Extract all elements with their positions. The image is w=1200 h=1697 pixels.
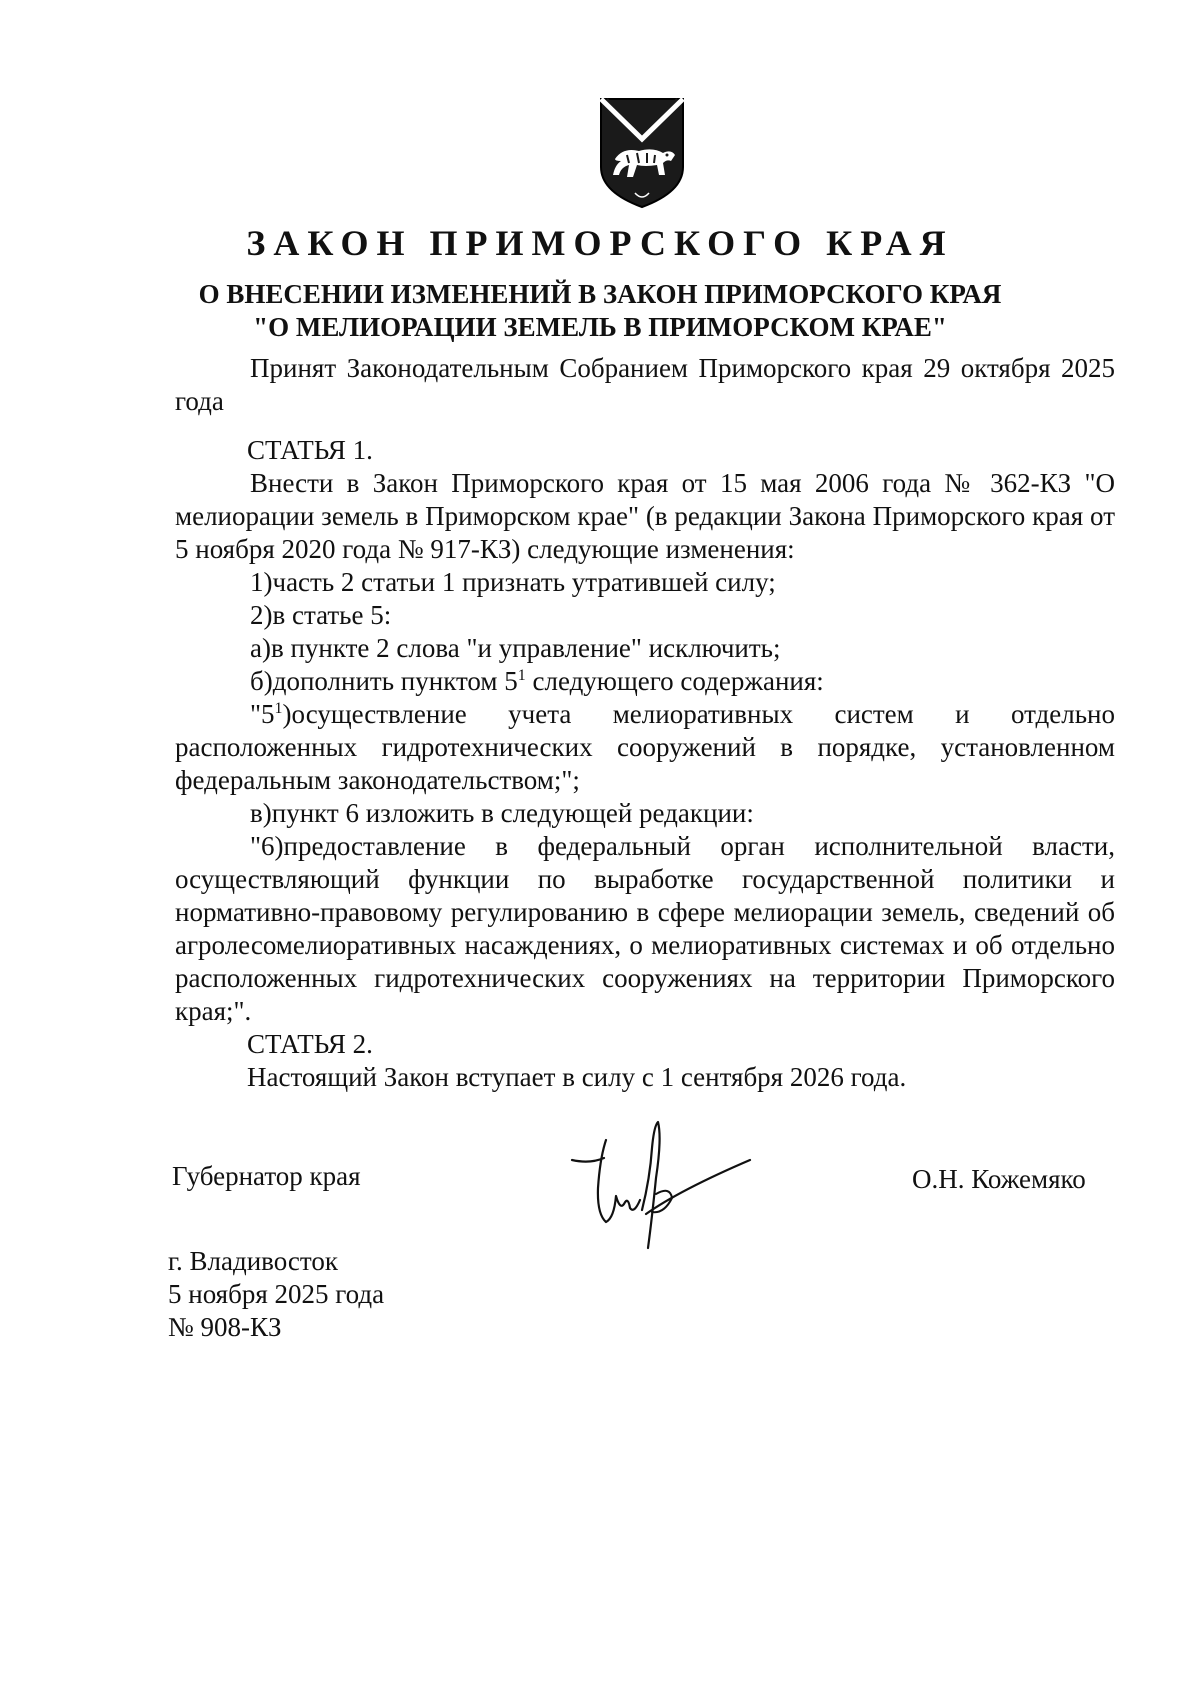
article-1-item-2b xyxy=(250,665,824,698)
article-1-item-2: 2)в статье 5: xyxy=(250,600,392,630)
signatory-name: О.Н. Кожемяко xyxy=(912,1164,1086,1194)
subtitle-line-1: О ВНЕСЕНИИ ИЗМЕНЕНИЙ В ЗАКОН ПРИМОРСКОГО КРАЯ xyxy=(198,279,1002,309)
law-number: № 908-КЗ xyxy=(168,1312,282,1342)
item-2b-superscript: 1 xyxy=(517,667,526,684)
article-1-quote-5-1 xyxy=(175,698,1115,797)
subtitle-line-2: "О МЕЛИОРАЦИИ ЗЕМЕЛЬ В ПРИМОРСКОМ КРАЕ" xyxy=(253,312,947,342)
quote-5-1-superscript: 1 xyxy=(274,700,283,717)
signatory-position: Губернатор края xyxy=(172,1161,361,1191)
article-1-item-2c: в)пункт 6 изложить в следующей редакции: xyxy=(250,798,754,828)
law-title: ЗАКОН ПРИМОРСКОГО КРАЯ xyxy=(246,223,954,263)
article-2-text: Настоящий Закон вступает в силу с 1 сентября 2026 года. xyxy=(247,1062,907,1092)
article-1-quote-6: "6)предоставление в федеральный орган исполнительной власти, осуществляющий функции по выработке государственной политики и нормативно-правовому регулированию в сфере мелиорации земель, сведений об агролесомелиоративных насаждениях, о мелиоративных системах и об отдельно расположенных гидротехнических сооружениях на территории Приморского края;". xyxy=(175,831,1115,1026)
signing-date: 5 ноября 2025 года xyxy=(168,1279,385,1309)
signing-city: г. Владивосток xyxy=(168,1246,338,1276)
quote-5-1-pre: "5 xyxy=(250,699,275,729)
handwritten-signature xyxy=(560,1118,760,1268)
item-2b-text-post: следующего содержания: xyxy=(525,666,824,696)
article-1-item-2a: а)в пункте 2 слова "и управление" исключить; xyxy=(250,633,781,663)
article-1-intro: Внести в Закон Приморского края от 15 мая 2006 года № 362-КЗ "О мелиорации земель в Приморском крае" (в редакции Закона Приморского края от 5 ноября 2020 года № 917-КЗ) следующие изменения: xyxy=(175,468,1115,564)
adopted-statement: Принят Законодательным Собранием Приморского края 29 октября 2025 года xyxy=(175,353,1115,416)
quote-5-1-post: )осуществление учета мелиоративных систем и отдельно расположенных гидротехнических сооружений в порядке, установленном федеральным законодательством;"; xyxy=(175,699,1115,795)
article-1-heading: СТАТЬЯ 1. xyxy=(247,435,373,465)
item-2b-text-pre: б)дополнить пунктом 5 xyxy=(250,666,518,696)
article-1-item-1: 1)часть 2 статьи 1 признать утратившей силу; xyxy=(250,567,776,597)
coat-of-arms-emblem xyxy=(597,97,687,209)
article-2-heading: СТАТЬЯ 2. xyxy=(247,1029,373,1059)
law-subtitle xyxy=(0,278,1200,344)
